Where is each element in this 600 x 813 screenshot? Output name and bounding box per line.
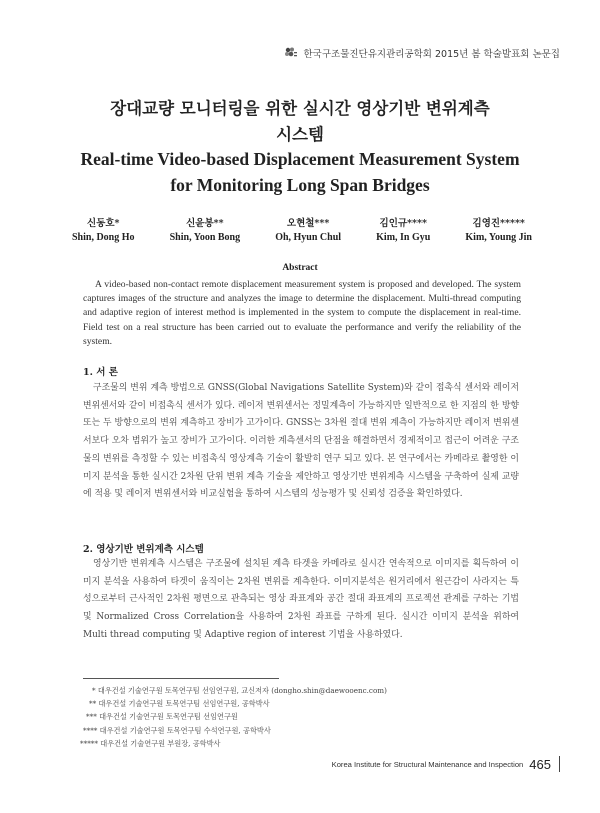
author-name-english: Oh, Hyun Chul	[275, 232, 342, 243]
section-1-heading: 1. 서 론	[83, 367, 118, 378]
footnote-1: * 대우건설 기술연구원 토목연구팀 선임연구원, 교신저자 (dongho.shin@daewooenc.com)	[92, 686, 387, 695]
abstract-body: A video-based non-contact remote displacement measurement system is proposed and developed. The system captures images of the structure and analyzes the image to determine the displacement. Multi-thread computing and adaptive region of interest method is implemented in the system to compute the displacement in real-time. Field test on a real structure has been carried out to evaluate the performance and verify the reliability of the system.	[83, 279, 521, 347]
page-number: 465	[529, 756, 551, 772]
section-1-body: 구조물의 변위 계측 방법으로 GNSS(Global Navigations Satellite System)와 같이 접촉식 센서와 레이저 변위센서와 같이 비접촉식 센서가 있다. 레이저 변위센서는 정밀계측이 가능하지만 일반적으로 한 지점의 한 방향 또는 두 방향으로의 변위 계측하고 장비가 고가이다. GNSS는 3차원 절대 변위 계측이 가능하지만 레이저 변위센서보다 오차 범위가 높고 장비가 고가이다. 이러한 계측센서의 단점을 해결하면서 경제적이고 접근이 어려운 구조물의 변위를 측정할 수 있는 비접촉식 영상계측 기술이 활발히 연구 되고 있다. 본 연구에서는 카메라로 촬영한 이미지 분석을 통한 실시간 2차원 단위 변위 계측 기술을 제안하고 영상기반 변위계측 시스템을 구축하여 실제 교량에 적용 및 레이저 변위센서와 비교실험을 통하여 시스템의 성능평가 및 신뢰성 검증을 확인하였다.	[83, 383, 519, 500]
footnote-3: *** 대우건설 기술연구원 토목연구팀 선임연구원	[86, 712, 238, 722]
running-header	[284, 46, 560, 60]
korean-title-line1: 장대교량 모니터링을 위한 실시간 영상기반 변위계측	[110, 99, 490, 118]
author-name-korean: 신윤봉**	[186, 218, 224, 229]
author-name-korean: 신동호*	[87, 218, 120, 229]
footnotes	[80, 684, 520, 750]
abstract-heading: Abstract	[282, 263, 318, 273]
section-2-body: 영상기반 변위계측 시스템은 구조물에 설치된 계측 타겟을 카메라로 실시간 연속적으로 이미지를 획득하여 이미지 분석을 사용하여 타겟이 움직이는 2차원 변위를 계측한다. 이미지분석은 원거리에서 원근감이 사라지는 특성으로부터 근사적인 2차원 평면으로 관측되는 영상 좌표계와 공간 절대 좌표계의 프로젝션 관계를 구하는 기법 및 Normalized Cross Correlation을 사용하여 2차원 좌표를 구하게 된다. 실시간 이미지 분석을 위하여 Multi thread computing 및 Adaptive region of interest 기법을 사용하였다.	[83, 559, 519, 640]
running-title: 한국구조물진단유지관리공학회 2015년 봄 학술발표회 논문집	[303, 49, 560, 60]
footnote-divider	[83, 678, 279, 679]
author-4	[376, 217, 430, 245]
footer-divider	[559, 756, 560, 772]
english-title-line1: Real-time Video-based Displacement Measurement System	[80, 149, 520, 169]
footnote-5: ***** 대우건설 기술연구원 부원장, 공학박사	[80, 738, 221, 748]
author-name-english: Shin, Yoon Bong	[169, 232, 241, 243]
author-3	[275, 217, 341, 245]
english-title-line2: for Monitoring Long Span Bridges	[170, 175, 430, 195]
author-list	[72, 217, 532, 245]
author-name-korean: 김인규****	[379, 218, 427, 229]
author-name-korean: 오현철***	[286, 218, 330, 229]
author-2	[170, 217, 241, 245]
author-name-korean: 김영진*****	[472, 218, 525, 229]
author-name-english: Kim, Young Jin	[465, 232, 532, 243]
footnote-2: ** 대우건설 기술연구원 토목연구팀 선임연구원, 공학박사	[89, 699, 270, 709]
author-1	[72, 217, 135, 245]
flower-logo-icon	[284, 47, 298, 59]
english-title	[0, 146, 600, 198]
author-5	[465, 217, 532, 245]
footer-institute: Korea Institute for Structural Maintenance and Inspection	[331, 759, 524, 769]
korean-title	[0, 96, 600, 148]
author-name-english: Kim, In Gyu	[376, 232, 431, 243]
footnote-4: **** 대우건설 기술연구원 토목연구팀 수석연구원, 공학박사	[83, 725, 271, 735]
page-footer	[332, 756, 560, 772]
author-name-english: Shin, Dong Ho	[72, 232, 135, 243]
korean-title-line2: 시스템	[276, 125, 324, 144]
section-2-heading: 2. 영상기반 변위계측 시스템	[83, 544, 204, 555]
